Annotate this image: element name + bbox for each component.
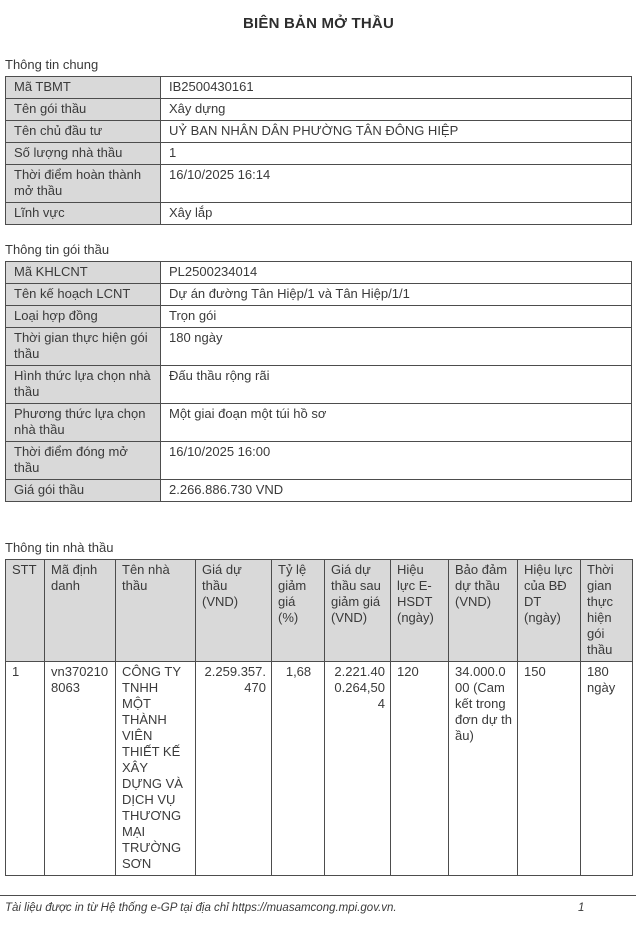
field-value: Xây dựng <box>161 99 632 121</box>
field-value: 180 ngày <box>161 328 632 366</box>
contractor-row <box>6 662 633 876</box>
table-row <box>6 165 632 203</box>
field-label: Thời điểm hoàn thành mở thầu <box>6 165 161 203</box>
field-label: Phương thức lựa chọn nhà thầu <box>6 404 161 442</box>
field-value: 16/10/2025 16:00 <box>161 442 632 480</box>
column-header-bao-dam-du-thau: Bảo đảm dự thầu (VND) <box>449 560 518 662</box>
table-row <box>6 404 632 442</box>
field-value: Xây lắp <box>161 203 632 225</box>
column-header-ma-dinh-danh: Mã định danh <box>45 560 116 662</box>
field-label: Mã TBMT <box>6 77 161 99</box>
cell-gia-sau-giam-gia: 2.221.400.264,504 <box>325 662 391 876</box>
cell-ten-nha-thau: CÔNG TY TNHH MỘT THÀNH VIÊN THIẾT KẾ XÂY DỰNG VÀ DỊCH VỤ THƯƠNG MẠI TRƯỜNG SƠN <box>116 662 196 876</box>
table-row <box>6 284 632 306</box>
cell-stt: 1 <box>6 662 45 876</box>
field-value: Một giai đoạn một túi hồ sơ <box>161 404 632 442</box>
column-header-gia-du-thau: Giá dự thầu (VND) <box>196 560 272 662</box>
cell-ma-dinh-danh: vn3702108063 <box>45 662 116 876</box>
table-row <box>6 121 632 143</box>
column-header-ty-le-giam-gia: Tỷ lệ giảm giá (%) <box>272 560 325 662</box>
column-header-stt: STT <box>6 560 45 662</box>
field-value: 2.266.886.730 VND <box>161 480 632 502</box>
table-row <box>6 480 632 502</box>
field-label: Thời điểm đóng mở thầu <box>6 442 161 480</box>
section-heading-general: Thông tin chung <box>5 57 99 72</box>
field-value: PL2500234014 <box>161 262 632 284</box>
field-value: 16/10/2025 16:14 <box>161 165 632 203</box>
table-row <box>6 143 632 165</box>
contractors-table <box>5 559 633 876</box>
cell-hieu-luc-bddt: 150 <box>518 662 581 876</box>
table-row <box>6 203 632 225</box>
page-number: 1 <box>578 902 585 914</box>
field-label: Mã KHLCNT <box>6 262 161 284</box>
package-info-table <box>5 261 632 502</box>
field-value: 1 <box>161 143 632 165</box>
field-label: Số lượng nhà thầu <box>6 143 161 165</box>
field-value: UỶ BAN NHÂN DÂN PHƯỜNG TÂN ĐÔNG HIỆP <box>161 121 632 143</box>
document-title: BIÊN BẢN MỞ THẦU <box>243 15 394 32</box>
cell-thoi-gian-thuc-hien: 180 ngày <box>581 662 633 876</box>
field-label: Hình thức lựa chọn nhà thầu <box>6 366 161 404</box>
field-label: Lĩnh vực <box>6 203 161 225</box>
field-label: Tên gói thầu <box>6 99 161 121</box>
footer-note: Tài liệu được in từ Hệ thống e-GP tại địa chỉ https://muasamcong.mpi.gov.vn. <box>5 902 397 914</box>
field-label: Loại hợp đồng <box>6 306 161 328</box>
cell-gia-du-thau: 2.259.357.470 <box>196 662 272 876</box>
section-heading-package: Thông tin gói thầu <box>5 242 110 257</box>
field-value: IB2500430161 <box>161 77 632 99</box>
section-heading-contractors: Thông tin nhà thầu <box>5 540 114 555</box>
field-value: Dự án đường Tân Hiệp/1 và Tân Hiệp/1/1 <box>161 284 632 306</box>
column-header-hieu-luc-bddt: Hiệu lực của BĐ DT (ngày) <box>518 560 581 662</box>
field-value: Đấu thầu rộng rãi <box>161 366 632 404</box>
column-header-gia-sau-giam-gia: Giá dự thầu sau giảm giá (VND) <box>325 560 391 662</box>
field-label: Tên kế hoạch LCNT <box>6 284 161 306</box>
cell-hieu-luc-hsdt: 120 <box>391 662 449 876</box>
field-label: Giá gói thầu <box>6 480 161 502</box>
field-label: Thời gian thực hiện gói thầu <box>6 328 161 366</box>
general-info-table <box>5 76 632 225</box>
column-header-hieu-luc-hsdt: Hiệu lực E-HSDT (ngày) <box>391 560 449 662</box>
table-row <box>6 366 632 404</box>
document-page <box>0 16 638 876</box>
column-header-ten-nha-thau: Tên nhà thầu <box>116 560 196 662</box>
table-row <box>6 328 632 366</box>
cell-ty-le-giam-gia: 1,68 <box>272 662 325 876</box>
table-header-row <box>6 560 633 662</box>
cell-bao-dam-du-thau: 34.000.000 (Cam kết trong đơn dự thầu) <box>449 662 518 876</box>
table-row <box>6 99 632 121</box>
table-row <box>6 262 632 284</box>
field-value: Trọn gói <box>161 306 632 328</box>
field-label: Tên chủ đầu tư <box>6 121 161 143</box>
column-header-thoi-gian-thuc-hien: Thời gian thực hiện gói thầu <box>581 560 633 662</box>
table-row <box>6 442 632 480</box>
table-row <box>6 306 632 328</box>
table-row <box>6 77 632 99</box>
